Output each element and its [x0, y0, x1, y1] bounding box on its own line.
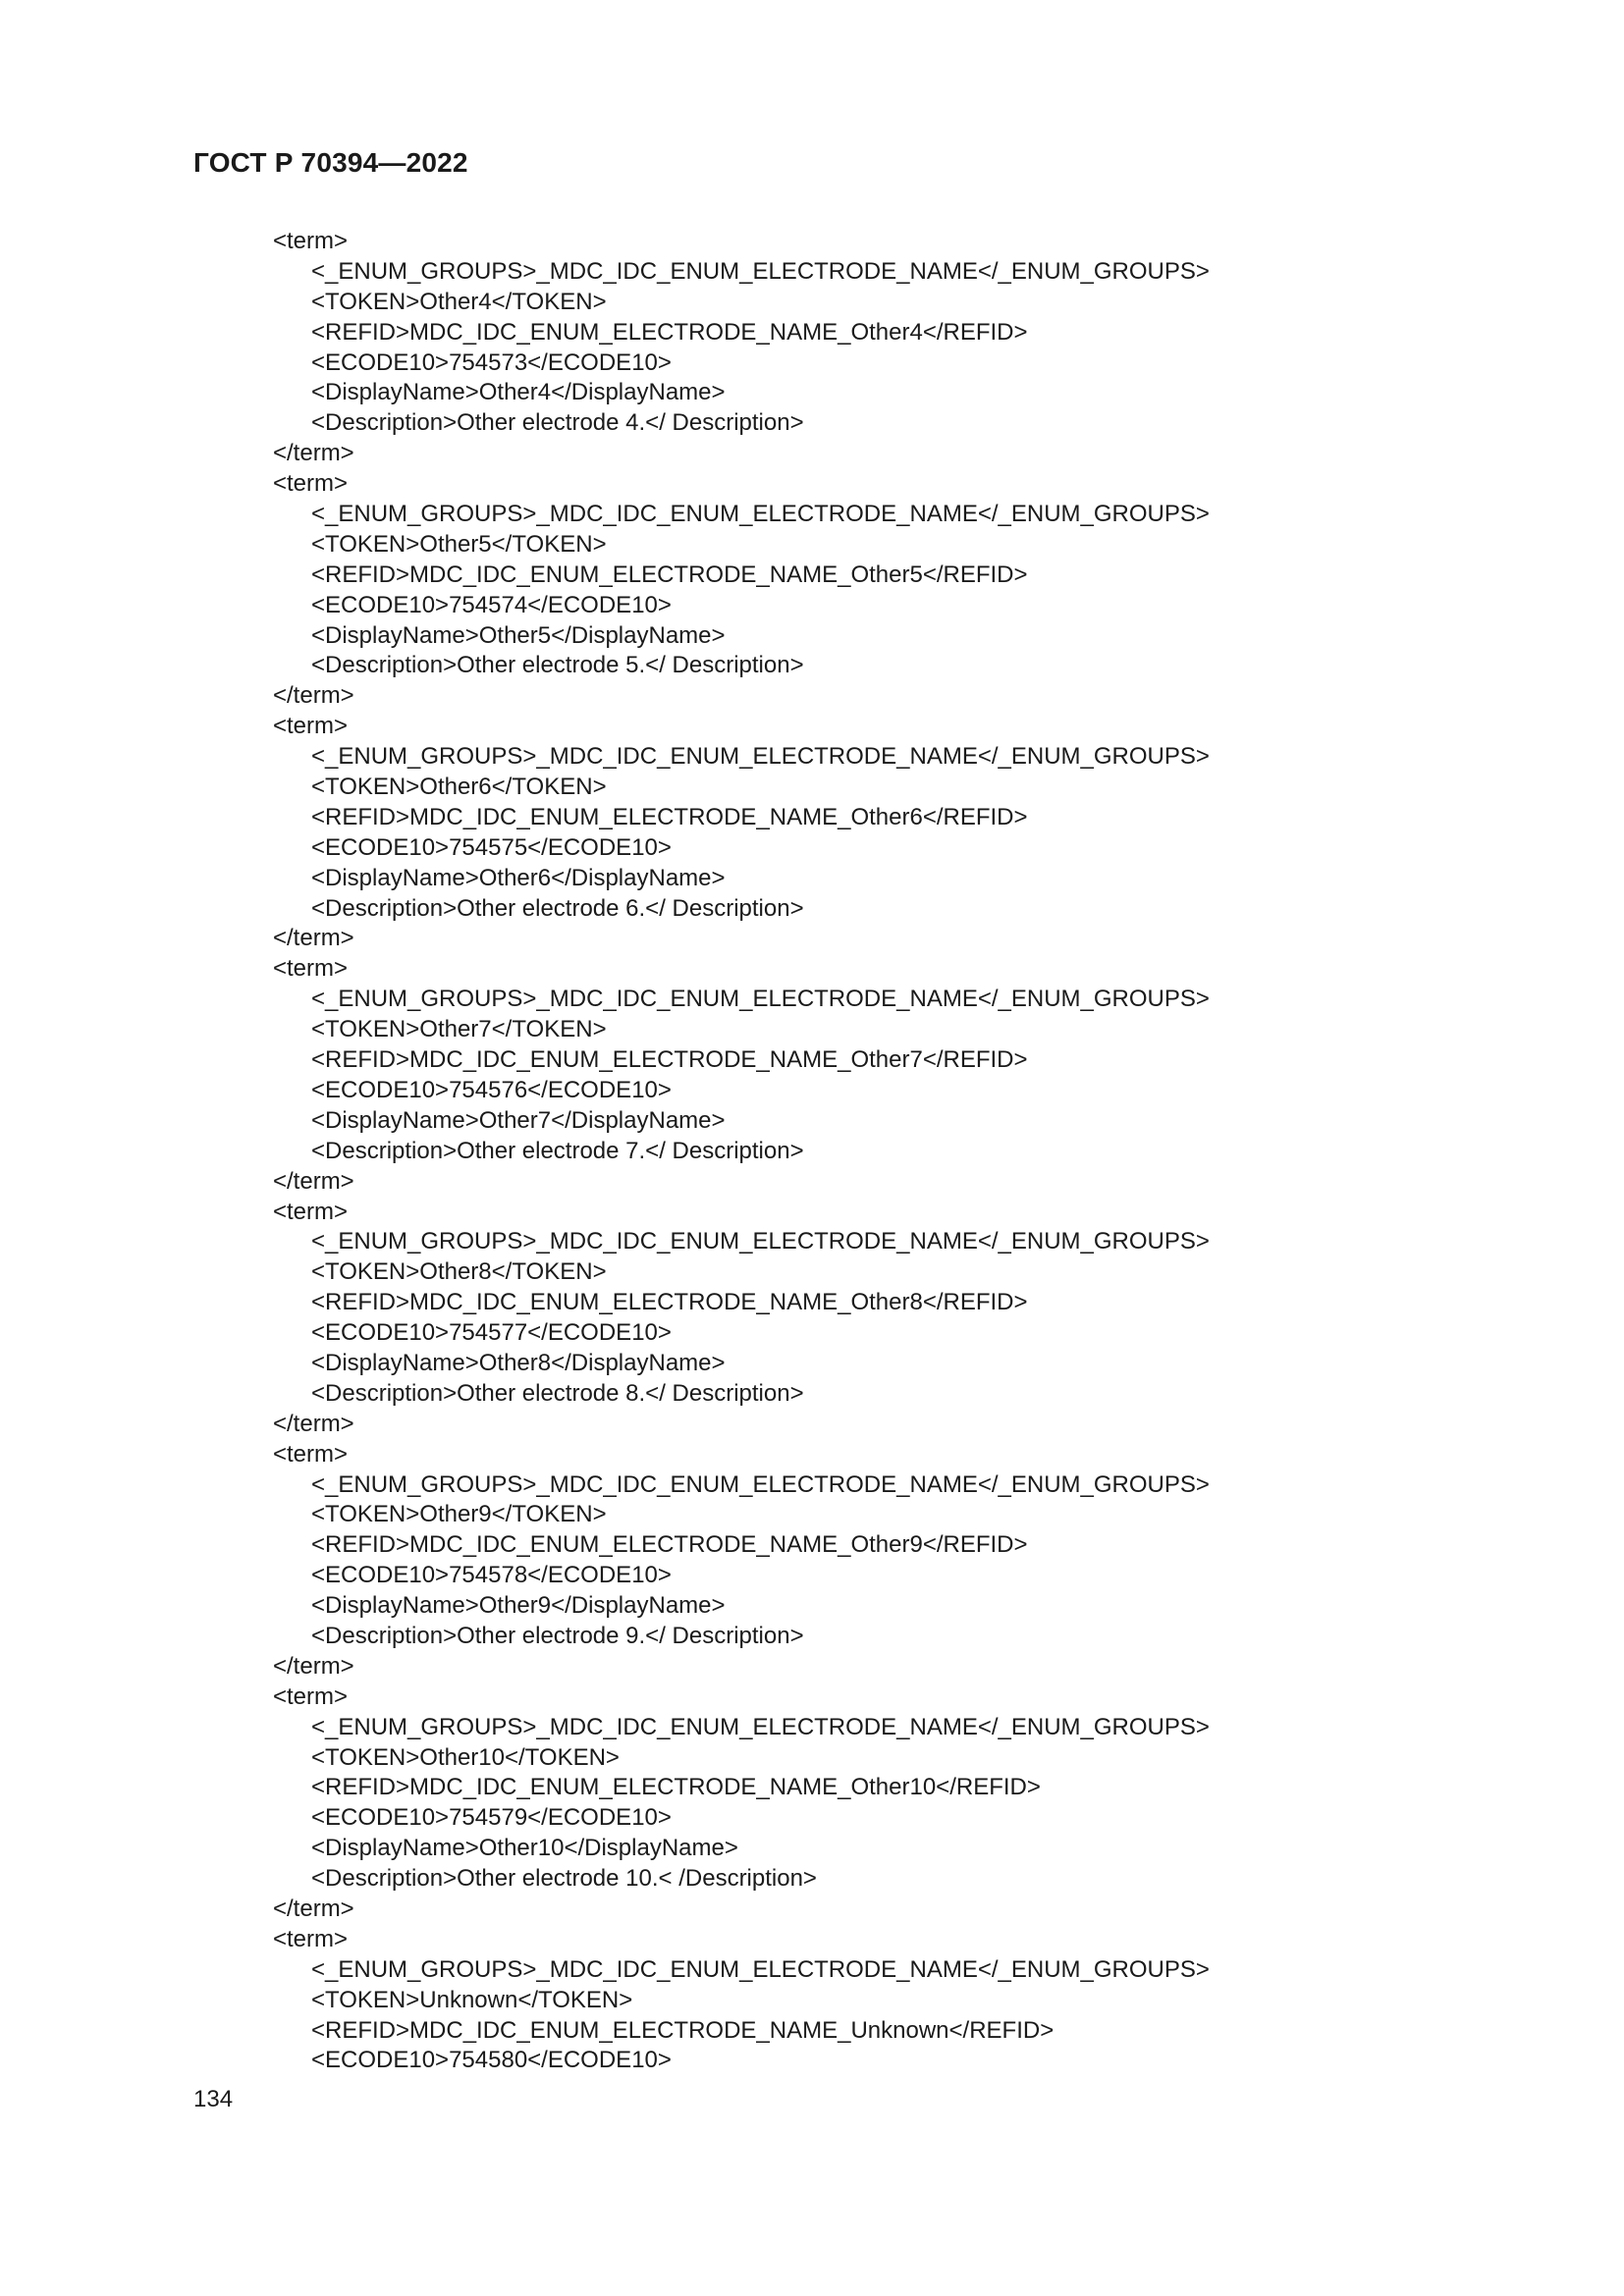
code-line-child: <TOKEN>Other9</TOKEN> [311, 1501, 607, 1528]
code-line-term: </term> [273, 925, 354, 952]
code-line-child: <_ENUM_GROUPS>_MDC_IDC_ENUM_ELECTRODE_NAME</_ENUM_GROUPS> [311, 1955, 1210, 1983]
code-line-term: </term> [273, 1895, 354, 1922]
code-line-term: <term> [273, 1198, 349, 1225]
code-line-child: <TOKEN>Other4</TOKEN> [311, 288, 607, 315]
code-line-child: <_ENUM_GROUPS>_MDC_IDC_ENUM_ELECTRODE_NAME</_ENUM_GROUPS> [311, 1470, 1210, 1498]
code-line-term: </term> [273, 682, 354, 710]
code-line-term: <term> [273, 955, 349, 983]
code-line-child: <DisplayName>Other4</DisplayName> [311, 379, 726, 406]
code-line-child: <TOKEN>Other6</TOKEN> [311, 774, 607, 801]
code-line-child: <Description>Other electrode 4.</ Description> [311, 409, 804, 437]
code-line-child: <_ENUM_GROUPS>_MDC_IDC_ENUM_ELECTRODE_NAME</_ENUM_GROUPS> [311, 1713, 1210, 1740]
code-line-child: <TOKEN>Other5</TOKEN> [311, 530, 607, 558]
page-number: 134 [193, 2086, 234, 2112]
code-line-child: <DisplayName>Other10</DisplayName> [311, 1835, 738, 1862]
code-line-child: <REFID>MDC_IDC_ENUM_ELECTRODE_NAME_Other8</REFID> [311, 1289, 1028, 1316]
code-line-term: <term> [273, 1682, 349, 1710]
code-line-child: <REFID>MDC_IDC_ENUM_ELECTRODE_NAME_Other7</REFID> [311, 1046, 1028, 1074]
code-line-child: <REFID>MDC_IDC_ENUM_ELECTRODE_NAME_Other6</REFID> [311, 803, 1028, 830]
code-line-child: <ECODE10>754573</ECODE10> [311, 348, 672, 376]
code-line-child: <ECODE10>754574</ECODE10> [311, 591, 672, 618]
code-line-child: <DisplayName>Other9</DisplayName> [311, 1592, 726, 1620]
code-line-term: </term> [273, 440, 354, 467]
code-line-child: <_ENUM_GROUPS>_MDC_IDC_ENUM_ELECTRODE_NAME</_ENUM_GROUPS> [311, 257, 1210, 285]
code-line-child: <TOKEN>Other10</TOKEN> [311, 1743, 620, 1771]
code-line-child: <DisplayName>Other8</DisplayName> [311, 1349, 726, 1376]
code-line-child: <REFID>MDC_IDC_ENUM_ELECTRODE_NAME_Other10</REFID> [311, 1774, 1041, 1801]
code-line-child: <ECODE10>754575</ECODE10> [311, 833, 672, 861]
code-line-child: <REFID>MDC_IDC_ENUM_ELECTRODE_NAME_Other5</REFID> [311, 561, 1028, 588]
code-line-term: <term> [273, 1925, 349, 1952]
code-line-child: <REFID>MDC_IDC_ENUM_ELECTRODE_NAME_Other4</REFID> [311, 318, 1028, 346]
code-line-child: <REFID>MDC_IDC_ENUM_ELECTRODE_NAME_Unknown</REFID> [311, 2016, 1055, 2044]
code-line-child: <ECODE10>754577</ECODE10> [311, 1319, 672, 1347]
code-line-child: <_ENUM_GROUPS>_MDC_IDC_ENUM_ELECTRODE_NAME</_ENUM_GROUPS> [311, 1228, 1210, 1255]
code-line-child: <TOKEN>Unknown</TOKEN> [311, 1986, 633, 2013]
code-line-child: <Description>Other electrode 8.</ Description> [311, 1379, 804, 1407]
code-line-term: </term> [273, 1652, 354, 1680]
code-line-child: <TOKEN>Other8</TOKEN> [311, 1258, 607, 1286]
code-line-child: <Description>Other electrode 7.</ Description> [311, 1137, 804, 1164]
code-line-child: <Description>Other electrode 6.</ Description> [311, 894, 804, 922]
document-header: ГОСТ Р 70394—2022 [193, 147, 468, 178]
code-line-child: <DisplayName>Other6</DisplayName> [311, 864, 726, 891]
code-line-child: <_ENUM_GROUPS>_MDC_IDC_ENUM_ELECTRODE_NAME</_ENUM_GROUPS> [311, 986, 1210, 1013]
code-line-child: <_ENUM_GROUPS>_MDC_IDC_ENUM_ELECTRODE_NAME</_ENUM_GROUPS> [311, 501, 1210, 528]
code-line-term: </term> [273, 1410, 354, 1437]
code-line-term: <term> [273, 713, 349, 740]
code-line-child: <DisplayName>Other7</DisplayName> [311, 1106, 726, 1134]
code-line-child: <ECODE10>754578</ECODE10> [311, 1562, 672, 1589]
code-line-term: <term> [273, 228, 349, 254]
code-line-term: <term> [273, 470, 349, 498]
code-line-child: <REFID>MDC_IDC_ENUM_ELECTRODE_NAME_Other9</REFID> [311, 1531, 1028, 1559]
code-line-child: <ECODE10>754576</ECODE10> [311, 1076, 672, 1103]
code-line-child: <ECODE10>754580</ECODE10> [311, 2047, 672, 2074]
code-line-child: <_ENUM_GROUPS>_MDC_IDC_ENUM_ELECTRODE_NAME</_ENUM_GROUPS> [311, 743, 1210, 771]
code-line-child: <DisplayName>Other5</DisplayName> [311, 621, 726, 649]
xml-code-listing [273, 227, 1210, 2076]
code-line-child: <ECODE10>754579</ECODE10> [311, 1804, 672, 1832]
code-line-term: </term> [273, 1167, 354, 1195]
code-line-child: <Description>Other electrode 5.</ Description> [311, 652, 804, 679]
code-line-child: <TOKEN>Other7</TOKEN> [311, 1016, 607, 1043]
code-line-child: <Description>Other electrode 10.< /Description> [311, 1865, 817, 1893]
code-line-term: <term> [273, 1440, 349, 1468]
code-line-child: <Description>Other electrode 9.</ Description> [311, 1622, 804, 1649]
